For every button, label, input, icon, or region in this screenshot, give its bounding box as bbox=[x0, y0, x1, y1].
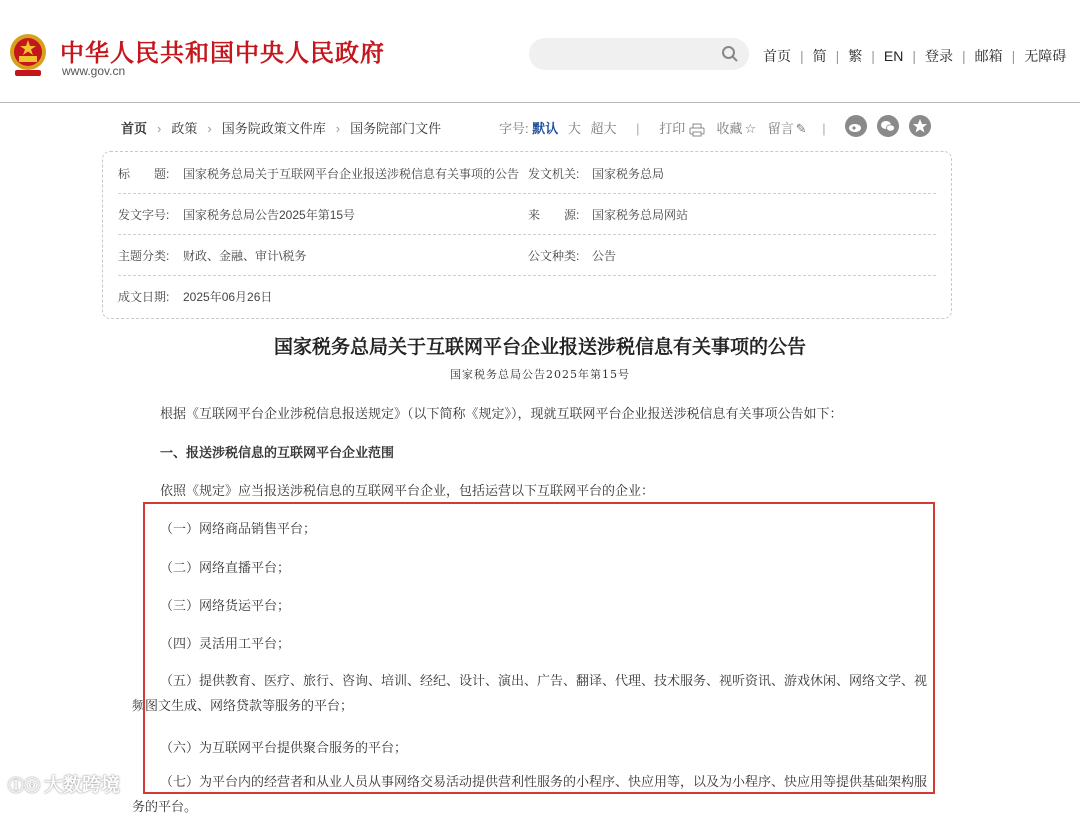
nav-accessibility[interactable]: 无障碍 bbox=[1024, 48, 1067, 64]
info-value: 财政、金融、审计\税务 bbox=[183, 249, 307, 263]
info-label: 来 源: bbox=[528, 208, 580, 222]
favorite-label: 收藏 bbox=[716, 121, 743, 136]
print-button[interactable] bbox=[659, 121, 705, 136]
info-label: 发文字号: bbox=[118, 208, 170, 222]
divider: | bbox=[835, 48, 840, 64]
divider: | bbox=[912, 48, 917, 64]
watermark-logo-icon: ⓛⓞ bbox=[8, 778, 41, 795]
chevron-right-icon: › bbox=[207, 121, 212, 136]
printer-icon bbox=[689, 123, 705, 137]
info-value: 国家税务总局 bbox=[592, 167, 665, 181]
favorite-star-icon[interactable] bbox=[909, 115, 931, 137]
nav-home[interactable]: 首页 bbox=[763, 48, 791, 64]
info-row-category bbox=[118, 234, 936, 276]
chevron-right-icon: › bbox=[335, 121, 341, 136]
info-value: 国家税务总局关于互联网平台企业报送涉税信息有关事项的公告 bbox=[183, 167, 520, 181]
info-value: 公告 bbox=[592, 249, 617, 263]
list-item: （六）为互联网平台提供聚合服务的平台； bbox=[160, 740, 408, 755]
document-info-box bbox=[102, 151, 952, 319]
section-heading: 一、报送涉税信息的互联网平台企业范围 bbox=[160, 445, 395, 460]
comment-button[interactable] bbox=[768, 121, 807, 136]
top-nav bbox=[763, 46, 1066, 66]
nav-english[interactable]: EN bbox=[883, 48, 904, 64]
comment-label: 留言 bbox=[767, 121, 794, 136]
list-item: （二）网络直播平台； bbox=[160, 560, 291, 575]
info-label: 公文种类: bbox=[528, 249, 580, 263]
divider: | bbox=[822, 121, 826, 136]
star-icon: ☆ bbox=[744, 121, 757, 136]
info-label: 成文日期: bbox=[118, 290, 170, 304]
national-emblem-icon bbox=[7, 32, 49, 80]
list-item: （四）灵活用工平台； bbox=[160, 636, 291, 651]
article-title: 国家税务总局关于互联网平台企业报送涉税信息有关事项的公告 bbox=[273, 336, 806, 358]
info-value: 2025年06月26日 bbox=[183, 290, 273, 304]
font-large-button[interactable]: 大 bbox=[567, 121, 581, 136]
list-item: （七）为平台内的经营者和从业人员从事网络交易活动提供营利性服务的小程序、快应用等，以及为小程序、快应用等提供基础架构服务的平台。 bbox=[132, 774, 928, 814]
font-size-label: 字号: bbox=[499, 121, 529, 136]
search-icon[interactable] bbox=[721, 45, 739, 63]
breadcrumb-policy[interactable]: 政策 bbox=[171, 121, 198, 136]
list-item: （一）网络商品销售平台； bbox=[160, 521, 317, 536]
list-item: （三）网络货运平台； bbox=[160, 598, 291, 613]
info-label: 发文机关: bbox=[528, 167, 580, 181]
font-xlarge-button[interactable]: 超大 bbox=[590, 121, 617, 136]
nav-traditional[interactable]: 繁 bbox=[848, 48, 863, 64]
font-default-button[interactable]: 默认 bbox=[532, 121, 559, 136]
breadcrumb-policy-library[interactable]: 国务院政策文件库 bbox=[221, 121, 326, 136]
list-item: （五）提供教育、医疗、旅行、咨询、培训、经纪、设计、演出、广告、翻译、代理、技术服务、视听资讯、游戏休闲、网络文学、视频图文生成、网络贷款等服务的平台； bbox=[132, 673, 928, 713]
site-url[interactable]: www.gov.cn bbox=[62, 64, 126, 78]
watermark bbox=[8, 770, 120, 797]
article-intro: 根据《互联网平台企业涉税信息报送规定》（以下简称《规定》），现就互联网平台企业报送涉税信息有关事项公告如下： bbox=[160, 406, 843, 421]
article-doc-number: 国家税务总局公告2025年第15号 bbox=[450, 368, 630, 381]
search-input[interactable] bbox=[529, 38, 749, 70]
watermark-text: 大数跨境 bbox=[44, 775, 121, 796]
nav-login[interactable]: 登录 bbox=[925, 48, 954, 64]
weibo-icon[interactable] bbox=[845, 115, 867, 137]
divider: | bbox=[800, 48, 804, 64]
info-row-docno bbox=[118, 193, 936, 235]
share-bar bbox=[845, 115, 941, 137]
nav-mail[interactable]: 邮箱 bbox=[974, 48, 1003, 64]
article-paragraph: 依照《规定》应当报送涉税信息的互联网平台企业，包括运营以下互联网平台的企业： bbox=[160, 483, 655, 498]
highlight-box bbox=[143, 502, 935, 794]
divider: | bbox=[871, 48, 875, 64]
info-value: 国家税务总局公告2025年第15号 bbox=[183, 208, 356, 222]
site-header bbox=[0, 0, 1080, 103]
info-value: 国家税务总局网站 bbox=[592, 208, 689, 222]
info-label: 标 题: bbox=[118, 167, 170, 181]
favorite-button[interactable] bbox=[716, 121, 756, 136]
divider: | bbox=[636, 121, 640, 136]
breadcrumb-dept-docs[interactable]: 国务院部门文件 bbox=[350, 121, 442, 136]
print-label: 打印 bbox=[659, 121, 686, 136]
site-title[interactable]: 中华人民共和国中央人民政府 bbox=[60, 38, 385, 67]
info-row-title bbox=[118, 152, 936, 194]
wechat-icon[interactable] bbox=[877, 115, 899, 137]
toolbar bbox=[499, 118, 838, 137]
nav-simplified[interactable]: 简 bbox=[812, 48, 827, 64]
info-row-date bbox=[118, 275, 936, 316]
chevron-right-icon: › bbox=[157, 121, 162, 136]
pencil-icon: ✎ bbox=[795, 121, 807, 136]
breadcrumb bbox=[121, 118, 441, 137]
breadcrumb-home[interactable]: 首页 bbox=[121, 121, 148, 136]
divider: | bbox=[962, 48, 966, 64]
info-label: 主题分类: bbox=[118, 249, 170, 263]
divider: | bbox=[1011, 48, 1016, 64]
